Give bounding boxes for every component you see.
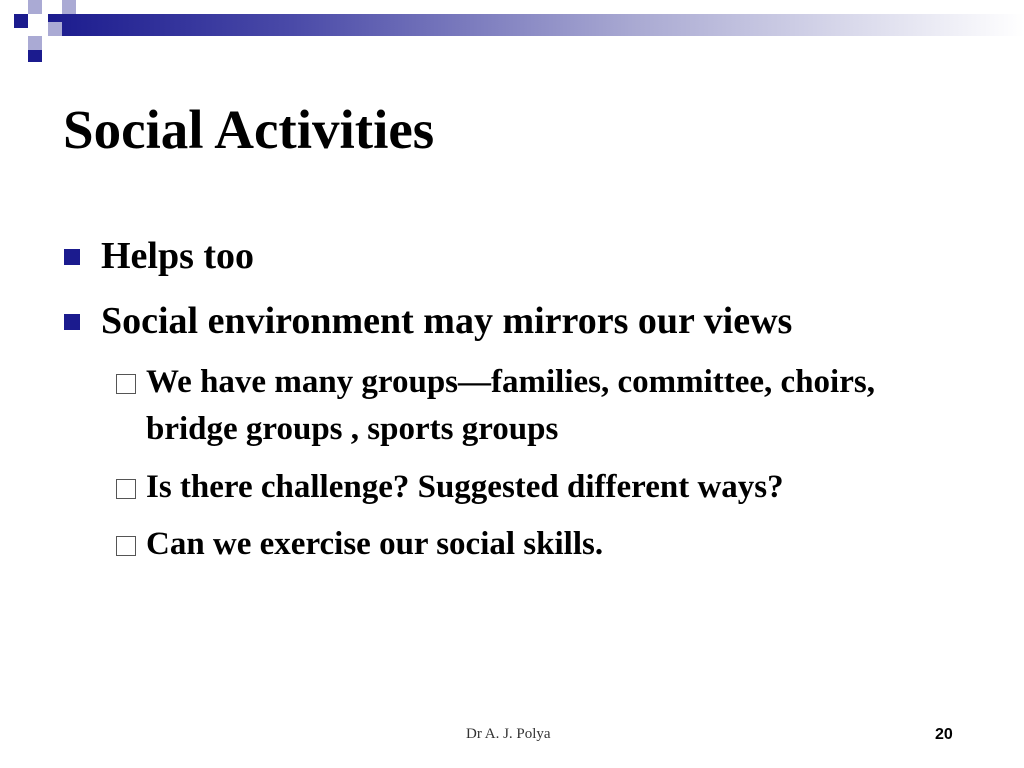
hollow-square-bullet-icon xyxy=(116,479,136,499)
square-bullet-icon xyxy=(64,249,80,265)
bullet-text: Helps too xyxy=(101,235,255,277)
square-bullet-icon xyxy=(64,314,80,330)
decor-square-lavender xyxy=(62,0,76,14)
sub-bullet-text: We have many groups—families, committee, choirs, bridge groups , sports groups xyxy=(146,364,875,447)
header-gradient-band xyxy=(48,14,1024,36)
decor-square-lavender xyxy=(28,0,42,14)
hollow-square-bullet-icon xyxy=(116,374,136,394)
decor-square-navy xyxy=(14,14,28,28)
decor-square-lavender xyxy=(28,36,42,50)
footer-author: Dr A. J. Polya xyxy=(466,726,551,742)
page-number: 20 xyxy=(935,726,953,743)
hollow-square-bullet-icon xyxy=(116,536,136,556)
sub-bullet-item xyxy=(116,521,916,568)
bullet-text: Social environment may mirrors our views xyxy=(101,300,793,342)
sub-bullet-item xyxy=(116,359,916,453)
decor-square-lavender xyxy=(48,22,62,36)
sub-bullet-item xyxy=(116,464,916,511)
sub-bullet-text: Is there challenge? Suggested different ways? xyxy=(146,469,784,505)
decor-square-navy xyxy=(28,50,42,62)
sub-bullet-text: Can we exercise our social skills. xyxy=(146,526,604,562)
slide-title: Social Activities xyxy=(63,99,435,160)
